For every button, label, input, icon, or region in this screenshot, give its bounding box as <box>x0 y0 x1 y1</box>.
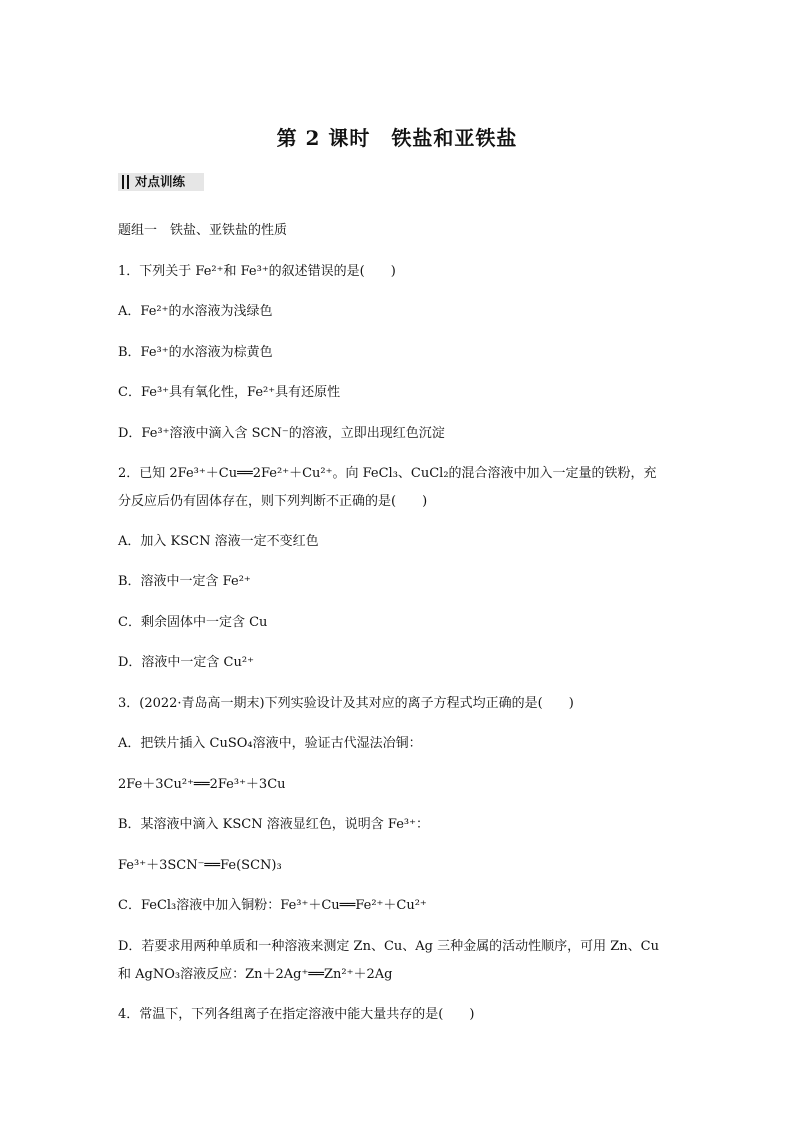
tag-bar-left <box>122 175 124 189</box>
q3-option-c: C．FeCl₃溶液中加入铜粉：Fe³⁺＋Cu══Fe²⁺＋Cu²⁺ <box>118 898 427 913</box>
tag-bar-right <box>127 175 129 189</box>
question-2-line-1: 2．已知 2Fe³⁺＋Cu══2Fe²⁺＋Cu²⁺。向 FeCl₃、CuCl₂的混合溶液中加入一定量的铁粉，充 <box>118 466 657 481</box>
q3-option-a-equation: 2Fe＋3Cu²⁺══2Fe³⁺＋3Cu <box>118 777 286 792</box>
page-title: 第 2 课时 铁盐和亚铁盐 <box>276 126 518 150</box>
q2-option-a: A．加入 KSCN 溶液一定不变红色 <box>118 534 319 549</box>
section-tag-label: 对点训练 <box>135 174 186 189</box>
question-4: 4．常温下，下列各组离子在指定溶液中能大量共存的是( ) <box>118 1007 475 1022</box>
q1-option-c: C．Fe³⁺具有氧化性，Fe²⁺具有还原性 <box>118 385 341 400</box>
q1-option-d: D．Fe³⁺溶液中滴入含 SCN⁻的溶液，立即出现红色沉淀 <box>118 426 445 441</box>
q3-option-d-line-2: 和 AgNO₃溶液反应：Zn＋2Ag⁺══Zn²⁺＋2Ag <box>118 967 393 982</box>
q3-option-a: A．把铁片插入 CuSO₄溶液中，验证古代湿法冶铜： <box>118 736 422 751</box>
q1-option-b: B．Fe³⁺的水溶液为棕黄色 <box>118 345 273 360</box>
q2-option-c: C．剩余固体中一定含 Cu <box>118 615 268 630</box>
question-3: 3．(2022·青岛高一期末)下列实验设计及其对应的离子方程式均正确的是( ) <box>118 696 574 711</box>
group-heading: 题组一 铁盐、亚铁盐的性质 <box>118 223 288 238</box>
q3-option-d-line-1: D．若要求用两种单质和一种溶液来测定 Zn、Cu、Ag 三种金属的活动性顺序，可用 Zn、Cu <box>118 939 659 954</box>
q1-option-a: A．Fe²⁺的水溶液为浅绿色 <box>118 304 273 319</box>
q3-option-b: B．某溶液中滴入 KSCN 溶液显红色，说明含 Fe³⁺： <box>118 817 429 832</box>
q2-option-d: D．溶液中一定含 Cu²⁺ <box>118 655 254 670</box>
q2-option-b: B．溶液中一定含 Fe²⁺ <box>118 574 251 589</box>
section-tag <box>118 173 204 191</box>
question-1: 1．下列关于 Fe²⁺和 Fe³⁺的叙述错误的是( ) <box>118 264 396 279</box>
question-2-line-2: 分反应后仍有固体存在，则下列判断不正确的是( ) <box>118 494 428 509</box>
q3-option-b-equation: Fe³⁺＋3SCN⁻══Fe(SCN)₃ <box>118 858 282 873</box>
